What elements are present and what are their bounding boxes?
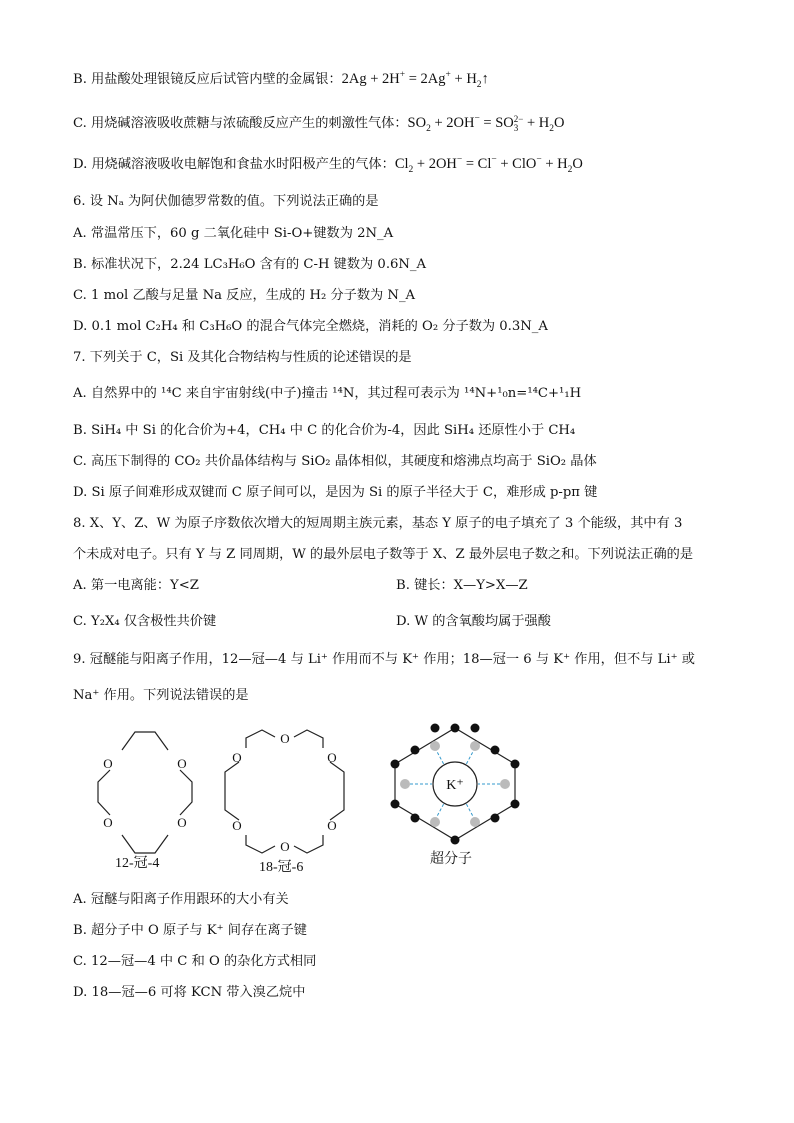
- q5-d-equation: $Cl_2 + 2OH^- = Cl^- + ClO^- + H_2O$: [394, 155, 583, 175]
- crown-18-6-structure: [225, 730, 344, 853]
- crown-12-4-structure: [98, 732, 192, 853]
- q8-option-d: D. W 的含氧酸均属于强酸: [396, 614, 551, 629]
- q7-option-b: B. SiH₄ 中 Si 的化合价为+4，CH₄ 中 C 的化合价为-4，因此 SiH₄ 还原性小于 CH₄: [73, 423, 576, 438]
- q9-option-d: D. 18—冠—6 可将 KCN 带入溴乙烷中: [73, 985, 306, 1000]
- q9-stem-line1: 9. 冠醚能与阳离子作用，12—冠—4 与 Li⁺ 作用而不与 K⁺ 作用；18—冠一 6 与 K⁺ 作用，但不与 Li⁺ 或: [73, 652, 695, 667]
- oxygen-atom: [470, 741, 480, 751]
- crown-18-6-o-1: O: [280, 731, 290, 746]
- supramolecule-structure: [391, 724, 520, 845]
- crown-18-6-o-3: O: [327, 818, 337, 833]
- q8-option-c: C. Y₂X₄ 仅含极性共价键: [73, 614, 217, 629]
- carbon-atom: [451, 724, 460, 733]
- carbon-atom: [431, 724, 440, 733]
- q5-option-d: D. 用烧碱溶液吸收电解饱和食盐水时阳极产生的气体：$Cl_2 + 2OH^- = Cl^- + ClO^- + H_2O$: [73, 155, 583, 175]
- potassium-ion-label: K⁺: [446, 778, 464, 793]
- label-12-crown-4: 12-冠-4: [115, 856, 160, 871]
- q8-stem-line1: 8. X、Y、Z、W 为原子序数依次增大的短周期主族元素，基态 Y 原子的电子填充了 3 个能级，其中有 3: [73, 516, 683, 531]
- q8-stem-line2: 个未成对电子。只有 Y 与 Z 同周期，W 的最外层电子数等于 X、Z 最外层电子数之和。下列说法正确的是: [73, 547, 694, 562]
- q8-option-b: B. 键长：X—Y>X—Z: [396, 578, 528, 593]
- q7-option-d: D. Si 原子间难形成双键而 C 原子间可以，是因为 Si 的原子半径大于 C，难形成 p-pπ 键: [73, 485, 598, 500]
- q7-option-a: A. 自然界中的 ¹⁴C 来自宇宙射线(中子)撞击 ¹⁴N，其过程可表示为 ¹⁴N+¹₀n=¹⁴C+¹₁H: [73, 386, 582, 401]
- q5-option-b: B. 用盐酸处理银镜反应后试管内壁的金属银：$2Ag + 2H^+ = 2Ag^+ + H_2↑$: [73, 70, 489, 90]
- q8-option-a: A. 第一电离能：Y<Z: [73, 578, 199, 593]
- carbon-atom: [411, 746, 420, 755]
- crown-12-4-o-1: O: [103, 756, 113, 771]
- q5-b-equation: $2Ag + 2H^+ = 2Ag^+ + H_2↑$: [341, 70, 489, 90]
- q6-option-d: D. 0.1 mol C₂H₄ 和 C₃H₆O 的混合气体完全燃烧，消耗的 O₂ 分子数为 0.3N_A: [73, 319, 548, 334]
- oxygen-atom: [500, 779, 510, 789]
- q9-option-a: A. 冠醚与阳离子作用跟环的大小有关: [73, 892, 289, 907]
- crown-18-6-o-2: O: [327, 750, 337, 765]
- crown-18-6-o-6: O: [232, 750, 242, 765]
- carbon-atom: [471, 724, 480, 733]
- oxygen-atom: [400, 779, 410, 789]
- oxygen-atom: [470, 817, 480, 827]
- crown-12-4-o-2: O: [177, 756, 187, 771]
- crown-18-6-o-5: O: [232, 818, 242, 833]
- q7-option-c: C. 高压下制得的 CO₂ 共价晶体结构与 SiO₂ 晶体相似，其硬度和熔沸点均高于 SiO₂ 晶体: [73, 454, 597, 469]
- carbon-atom: [511, 760, 520, 769]
- oxygen-atom: [430, 817, 440, 827]
- q9-option-c: C. 12—冠—4 中 C 和 O 的杂化方式相同: [73, 954, 317, 969]
- crown-12-4-o-3: O: [177, 815, 187, 830]
- crown-12-4-o-4: O: [103, 815, 113, 830]
- label-18-crown-6: 18-冠-6: [259, 860, 304, 875]
- q6-option-c: C. 1 mol 乙酸与足量 Na 反应，生成的 H₂ 分子数为 N_A: [73, 288, 416, 303]
- crown-ether-figures: [70, 720, 540, 870]
- q9-option-b: B. 超分子中 O 原子与 K⁺ 间存在离子键: [73, 923, 307, 938]
- label-supramolecule: 超分子: [430, 852, 472, 867]
- carbon-atom: [391, 760, 400, 769]
- q6-option-b: B. 标准状况下，2.24 LC₃H₆O 含有的 C-H 键数为 0.6N_A: [73, 257, 427, 272]
- carbon-atom: [511, 800, 520, 809]
- q5-option-c: C. 用烧碱溶液吸收蔗糖与浓硫酸反应产生的刺激性气体：$SO_2 + 2OH^- = SO2-$ $3 + H_2O$: [73, 113, 565, 134]
- oxygen-atom: [430, 741, 440, 751]
- carbon-atom: [491, 746, 500, 755]
- q6-option-a: A. 常温常压下，60 g 二氧化硅中 Si-O+键数为 2N_A: [73, 226, 394, 241]
- q7-stem: 7. 下列关于 C，Si 及其化合物结构与性质的论述错误的是: [73, 350, 412, 365]
- q6-stem: 6. 设 Nₐ 为阿伏伽德罗常数的值。下列说法正确的是: [73, 194, 379, 209]
- carbon-atom: [491, 814, 500, 823]
- q9-stem-line2: Na⁺ 作用。下列说法错误的是: [73, 688, 249, 703]
- carbon-atom: [451, 836, 460, 845]
- crown-18-6-o-4: O: [280, 839, 290, 854]
- carbon-atom: [391, 800, 400, 809]
- q5-c-equation: $SO_2 + 2OH^- = SO2-$ $3 + H_2O$: [407, 113, 565, 134]
- carbon-atom: [411, 814, 420, 823]
